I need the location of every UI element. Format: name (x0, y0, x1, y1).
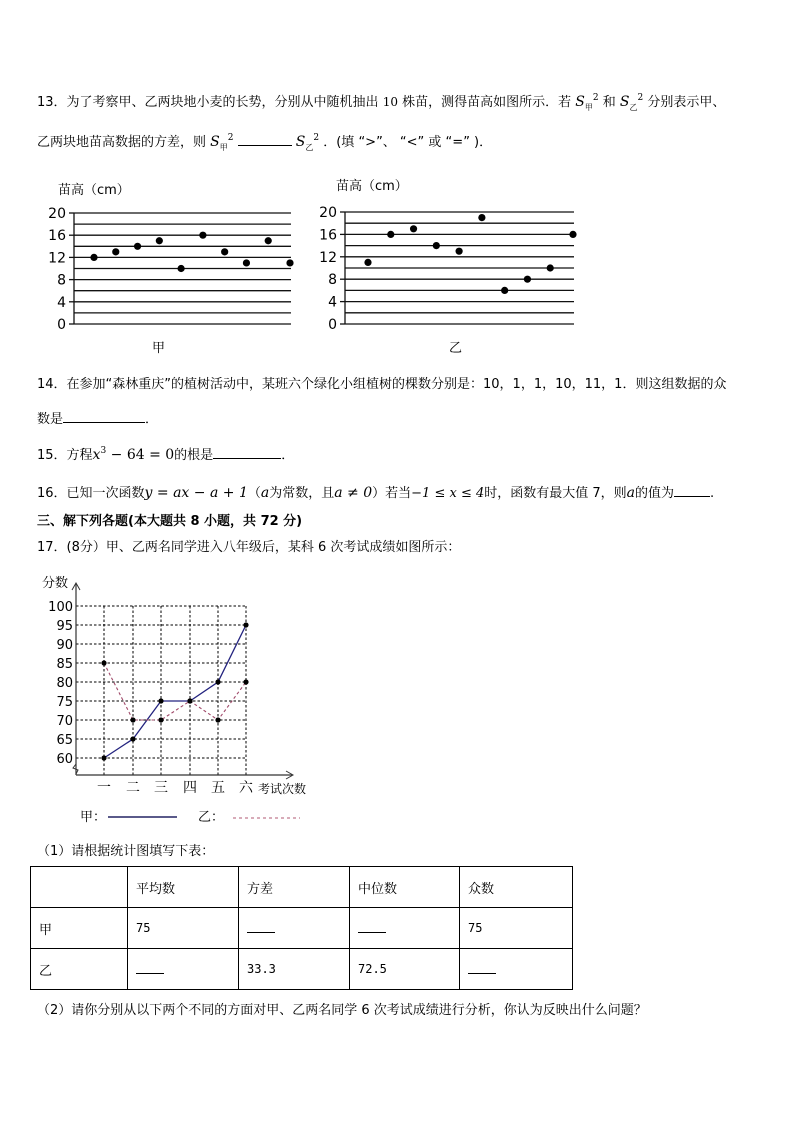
chart-scores-series (101, 622, 248, 760)
q15-text: 15．方程 (37, 448, 93, 463)
answer-blank[interactable] (358, 920, 386, 933)
chart-yi-xlabel: 乙 (449, 341, 463, 356)
answer-blank[interactable] (468, 961, 496, 974)
q14-line1: 14．在参加“森林重庆”的植树活动中，某班六个绿化小组植树的棵数分别是：10，1，1，10，11，1．则这组数据的众 (37, 377, 727, 392)
q17-intro: 17．(8分）甲、乙两名同学进入八年级后，某科 6 次考试成绩如图所示： (37, 540, 461, 555)
svg-text:20: 20 (48, 206, 66, 222)
svg-text:60: 60 (56, 752, 73, 767)
answer-blank[interactable] (247, 920, 275, 933)
svg-text:12: 12 (319, 249, 337, 266)
s-jia-squared: $S_甲^2$ (210, 133, 234, 152)
svg-text:95: 95 (56, 619, 73, 634)
s-yi-squared: $S_乙^2$ (295, 133, 320, 152)
svg-text:4: 4 (328, 294, 337, 311)
row-label-yi: 乙 (31, 949, 128, 990)
q13-and: 和 (602, 95, 616, 110)
svg-text:16: 16 (319, 227, 337, 244)
jia-variance-blank[interactable] (239, 908, 350, 949)
table-header-variance: 方差 (239, 867, 350, 908)
svg-text:85: 85 (56, 657, 73, 672)
q15-end: ． (281, 448, 295, 463)
svg-text:20: 20 (319, 205, 337, 221)
yi-mean-blank[interactable] (128, 949, 239, 990)
answer-blank[interactable] (136, 961, 164, 974)
svg-text:三: 三 (154, 780, 168, 796)
q16-paren-open: （ (247, 486, 261, 501)
q13-text-mid: 株苗，测得苗高如图所示．若 (402, 95, 572, 110)
q13-line2-suffix: ．(填 “>”、 “<” 或 “=” )． (323, 135, 493, 150)
svg-text:75: 75 (56, 695, 73, 710)
svg-text:16: 16 (48, 228, 66, 245)
q13-count: 10 (382, 95, 398, 109)
s-jia-squared: $S_甲^2$ (575, 93, 599, 112)
svg-text:8: 8 (328, 272, 337, 289)
jia-mode: 75 (460, 908, 573, 949)
q16-text-4: 时，函数有最大值 7，则 (484, 486, 627, 501)
chart-jia-xlabel: 甲 (152, 341, 166, 356)
q16-text: 16．已知一次函数 (37, 486, 145, 501)
yi-variance: 33.3 (239, 949, 350, 990)
svg-text:六: 六 (239, 780, 253, 796)
table-header-row (31, 867, 573, 908)
svg-text:一: 一 (97, 780, 111, 796)
svg-text:90: 90 (56, 638, 73, 653)
legend-jia-label: 甲： (80, 810, 107, 825)
chart-scores-axes (72, 583, 293, 779)
svg-text:70: 70 (56, 714, 73, 729)
q16-text-5: 的值为 (635, 486, 675, 501)
svg-text:4: 4 (57, 294, 66, 311)
yi-median: 72.5 (350, 949, 460, 990)
q14-end: ． (145, 412, 159, 427)
q16-var-a: a (626, 485, 636, 501)
svg-text:0: 0 (57, 317, 66, 333)
jia-mean: 75 (128, 908, 239, 949)
svg-text:8: 8 (57, 272, 66, 289)
q16-a-neq-0: a ≠ 0 (334, 485, 373, 501)
svg-text:0: 0 (328, 317, 337, 333)
chart-jia-ylabel: 苗高（cm） (58, 183, 130, 198)
chart-scores-xticks (97, 780, 254, 796)
q17-part1: （1）请根据统计图填写下表： (37, 844, 215, 859)
q16-text-3: ）若当 (372, 486, 412, 501)
stats-table (30, 866, 573, 990)
chart-scores-ylabel: 分数 (42, 576, 69, 591)
q16-end: . (710, 486, 715, 501)
table-header-mean: 平均数 (128, 867, 239, 908)
svg-text:12: 12 (48, 250, 66, 267)
svg-text:四: 四 (183, 780, 197, 796)
chart-yi-ylabel: 苗高（cm） (336, 179, 408, 194)
svg-text:五: 五 (211, 780, 225, 796)
svg-text:80: 80 (56, 676, 73, 691)
q15-text-suffix: 的根是 (174, 448, 214, 463)
q16-var-a: a (260, 485, 270, 501)
row-label-jia: 甲 (31, 908, 128, 949)
table-header-cell (31, 867, 128, 908)
q13-line2-text: 乙两块地苗高数据的方差，则 (37, 135, 207, 150)
svg-text:二: 二 (126, 780, 140, 796)
chart-scores-grid (76, 606, 247, 775)
q17-part2: （2）请你分别从以下两个不同的方面对甲、乙两名同学 6 次考试成绩进行分析，你认为反映出什么问题？ (37, 1003, 647, 1018)
svg-text:65: 65 (56, 733, 73, 748)
q16-text-2: 为常数，且 (269, 486, 335, 501)
table-row-jia (31, 908, 573, 949)
q16-function: y = ax − a + 1 (144, 485, 248, 501)
chart-scores-legend (80, 810, 300, 825)
chart-scores-xlabel: 考试次数 (258, 782, 307, 796)
q13-text-suffix: 分别表示甲、 (647, 95, 726, 110)
q15-equation: $x^3 - 64 = 0$ (92, 446, 175, 463)
chart-scores-yticks (48, 600, 73, 767)
jia-median-blank[interactable] (350, 908, 460, 949)
s-yi-squared: $S_乙^2$ (619, 93, 644, 112)
table-row-yi (31, 949, 573, 990)
q14-text: 数是 (37, 412, 64, 427)
q13-text: 13．为了考察甲、乙两块地小麦的长势，分别从中随机抽出 (37, 95, 379, 110)
section-heading: 三、解下列各题(本大题共 8 小题，共 72 分) (37, 514, 303, 529)
table-header-median: 中位数 (350, 867, 460, 908)
q16-range: −1 ≤ x ≤ 4 (411, 486, 485, 501)
table-header-mode: 众数 (460, 867, 573, 908)
legend-yi-label: 乙： (198, 810, 225, 825)
svg-text:100: 100 (48, 600, 73, 615)
yi-mode-blank[interactable] (460, 949, 573, 990)
